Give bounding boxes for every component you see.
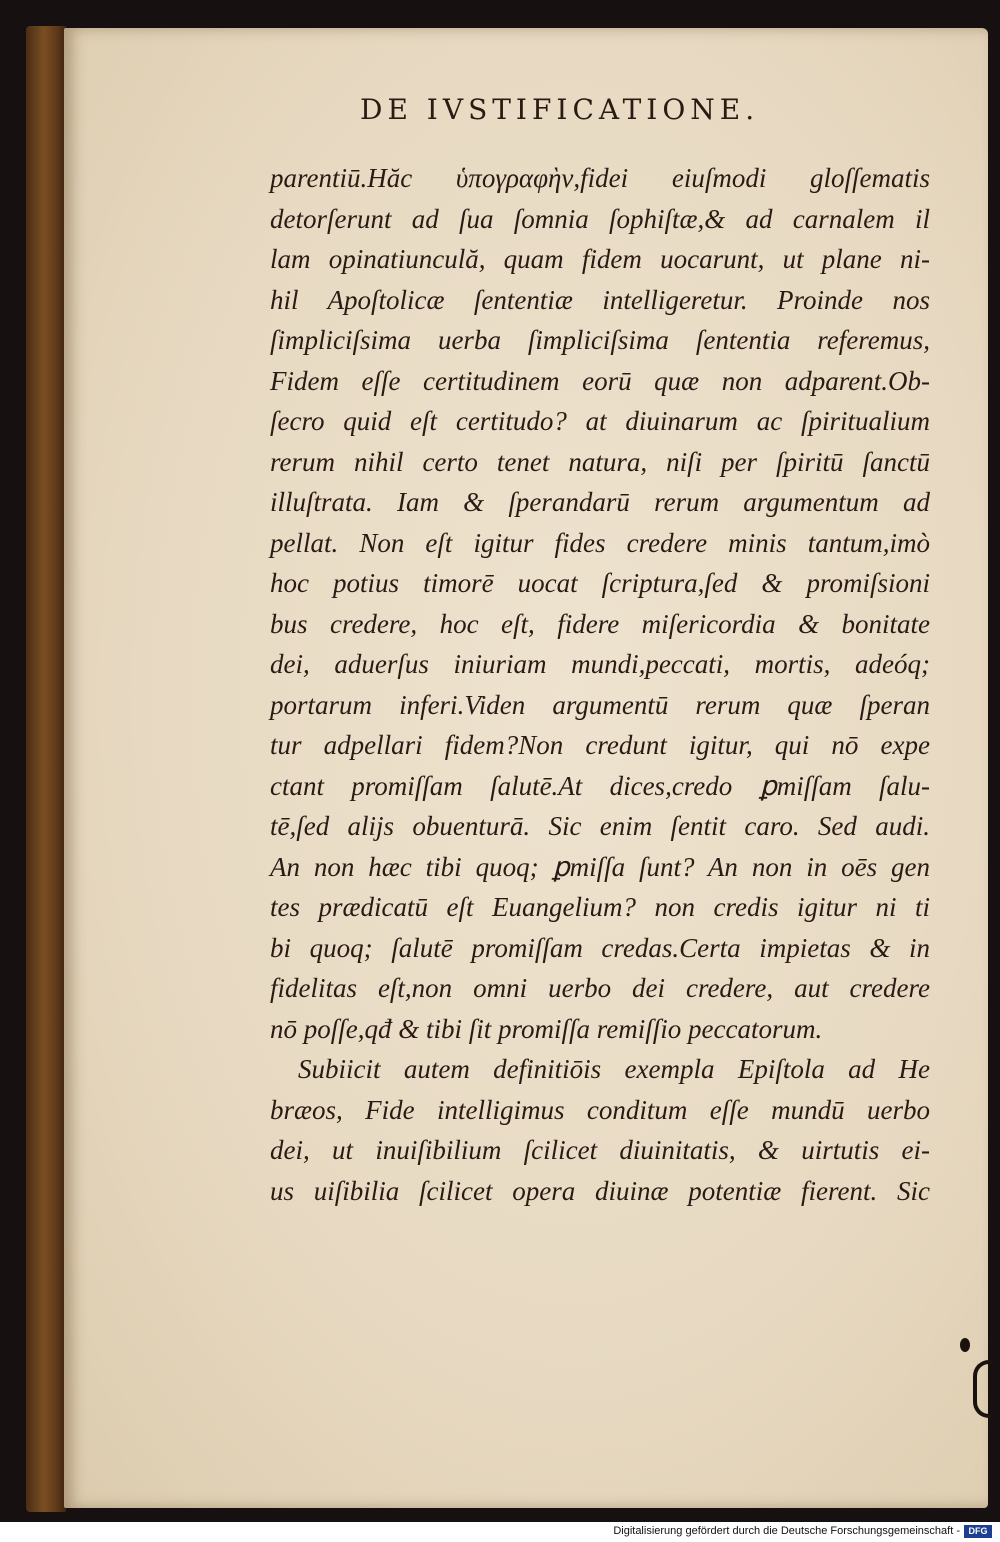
text-line: rerum nihil certo tenet natura, niſi per ſpiritū ſanctū xyxy=(270,446,930,477)
page-edge-mark xyxy=(960,1338,970,1352)
text-line: ctant promiſſam ſalutē.At dices,credo ꝑmiſſam ſalu- xyxy=(270,770,930,801)
page-edge-clip xyxy=(973,1360,993,1418)
text-line: fidelitas eſt,non omni uerbo dei credere, aut credere xyxy=(270,973,930,1003)
text-line: dei, ut inuiſibilium ſcilicet diuinitatis, & uirtutis ei- xyxy=(270,1135,930,1165)
text-line: tes prædicatū eſt Euangelium? non credis igitur ni ti xyxy=(270,892,930,922)
text-line: ſecro quid eſt certitudo? at diuinarum ac ſpiritualium xyxy=(270,406,930,436)
funding-credit: Digitalisierung gefördert durch die Deutsche Forschungsgemeinschaft - xyxy=(613,1525,960,1537)
running-head: DE IVSTIFICATIONE. xyxy=(360,93,760,126)
text-line: hil Apoſtolicæ ſententiæ intelligeretur. Proinde nos xyxy=(270,284,930,315)
text-line: ſimpliciſsima uerba ſimpliciſsima ſententia referemus, xyxy=(270,325,930,355)
dfg-logo: DFG xyxy=(964,1525,992,1538)
text-line: bræos, Fide intelligimus conditum eſſe mundū uerbo xyxy=(270,1094,930,1125)
text-line: dei, aduerſus iniuriam mundi,peccati, mortis, adeóq; xyxy=(270,649,930,679)
text-line: bi quoq; ſalutē promiſſam credas.Certa impietas & in xyxy=(270,932,930,963)
text-line: Subiicit autem definitiōis exempla Epiſtola ad He xyxy=(298,1054,930,1084)
book-spine-edge xyxy=(26,26,66,1512)
text-line: nō poſſe,qđ & tibi ſit promiſſa remiſſio peccatorum. xyxy=(270,1013,823,1044)
text-line: tē,ſed alijs obuenturā. Sic enim ſentit caro. Sed audi. xyxy=(270,811,930,841)
text-line: detorſerunt ad ſua ſomnia ſophiſtæ,& ad carnalem il xyxy=(270,203,930,234)
text-line: pellat. Non eſt igitur fides credere minis tantum,imò xyxy=(270,527,930,558)
text-line: parentiū.Hăc ὑπογραφὴν,fidei eiuſmodi gloſſematis xyxy=(270,163,930,193)
text-line: bus credere, hoc eſt, fidere miſericordia & bonitate xyxy=(270,608,930,639)
text-line: An non hæc tibi quoq; ꝑmiſſa ſunt? An non in oēs gen xyxy=(270,851,930,882)
text-line: Fidem eſſe certitudinem eorū quæ non adparent.Ob- xyxy=(270,365,930,396)
text-line: hoc potius timorē uocat ſcriptura,ſed & promiſsioni xyxy=(270,568,930,598)
text-line: tur adpellari fidem?Non credunt igitur, qui nō expe xyxy=(270,730,930,760)
body-text xyxy=(270,158,930,1211)
text-line: portarum inferi.Viden argumentū rerum quæ ſperan xyxy=(270,689,930,720)
text-line: illuſtrata. Iam & ſperandarū rerum argumentum ad xyxy=(270,487,930,517)
text-line: us uiſibilia ſcilicet opera diuinæ potentiæ fierent. Sic xyxy=(270,1175,930,1206)
text-line: lam opinatiunculă, quam fidem uocarunt, ut plane ni- xyxy=(270,244,930,274)
